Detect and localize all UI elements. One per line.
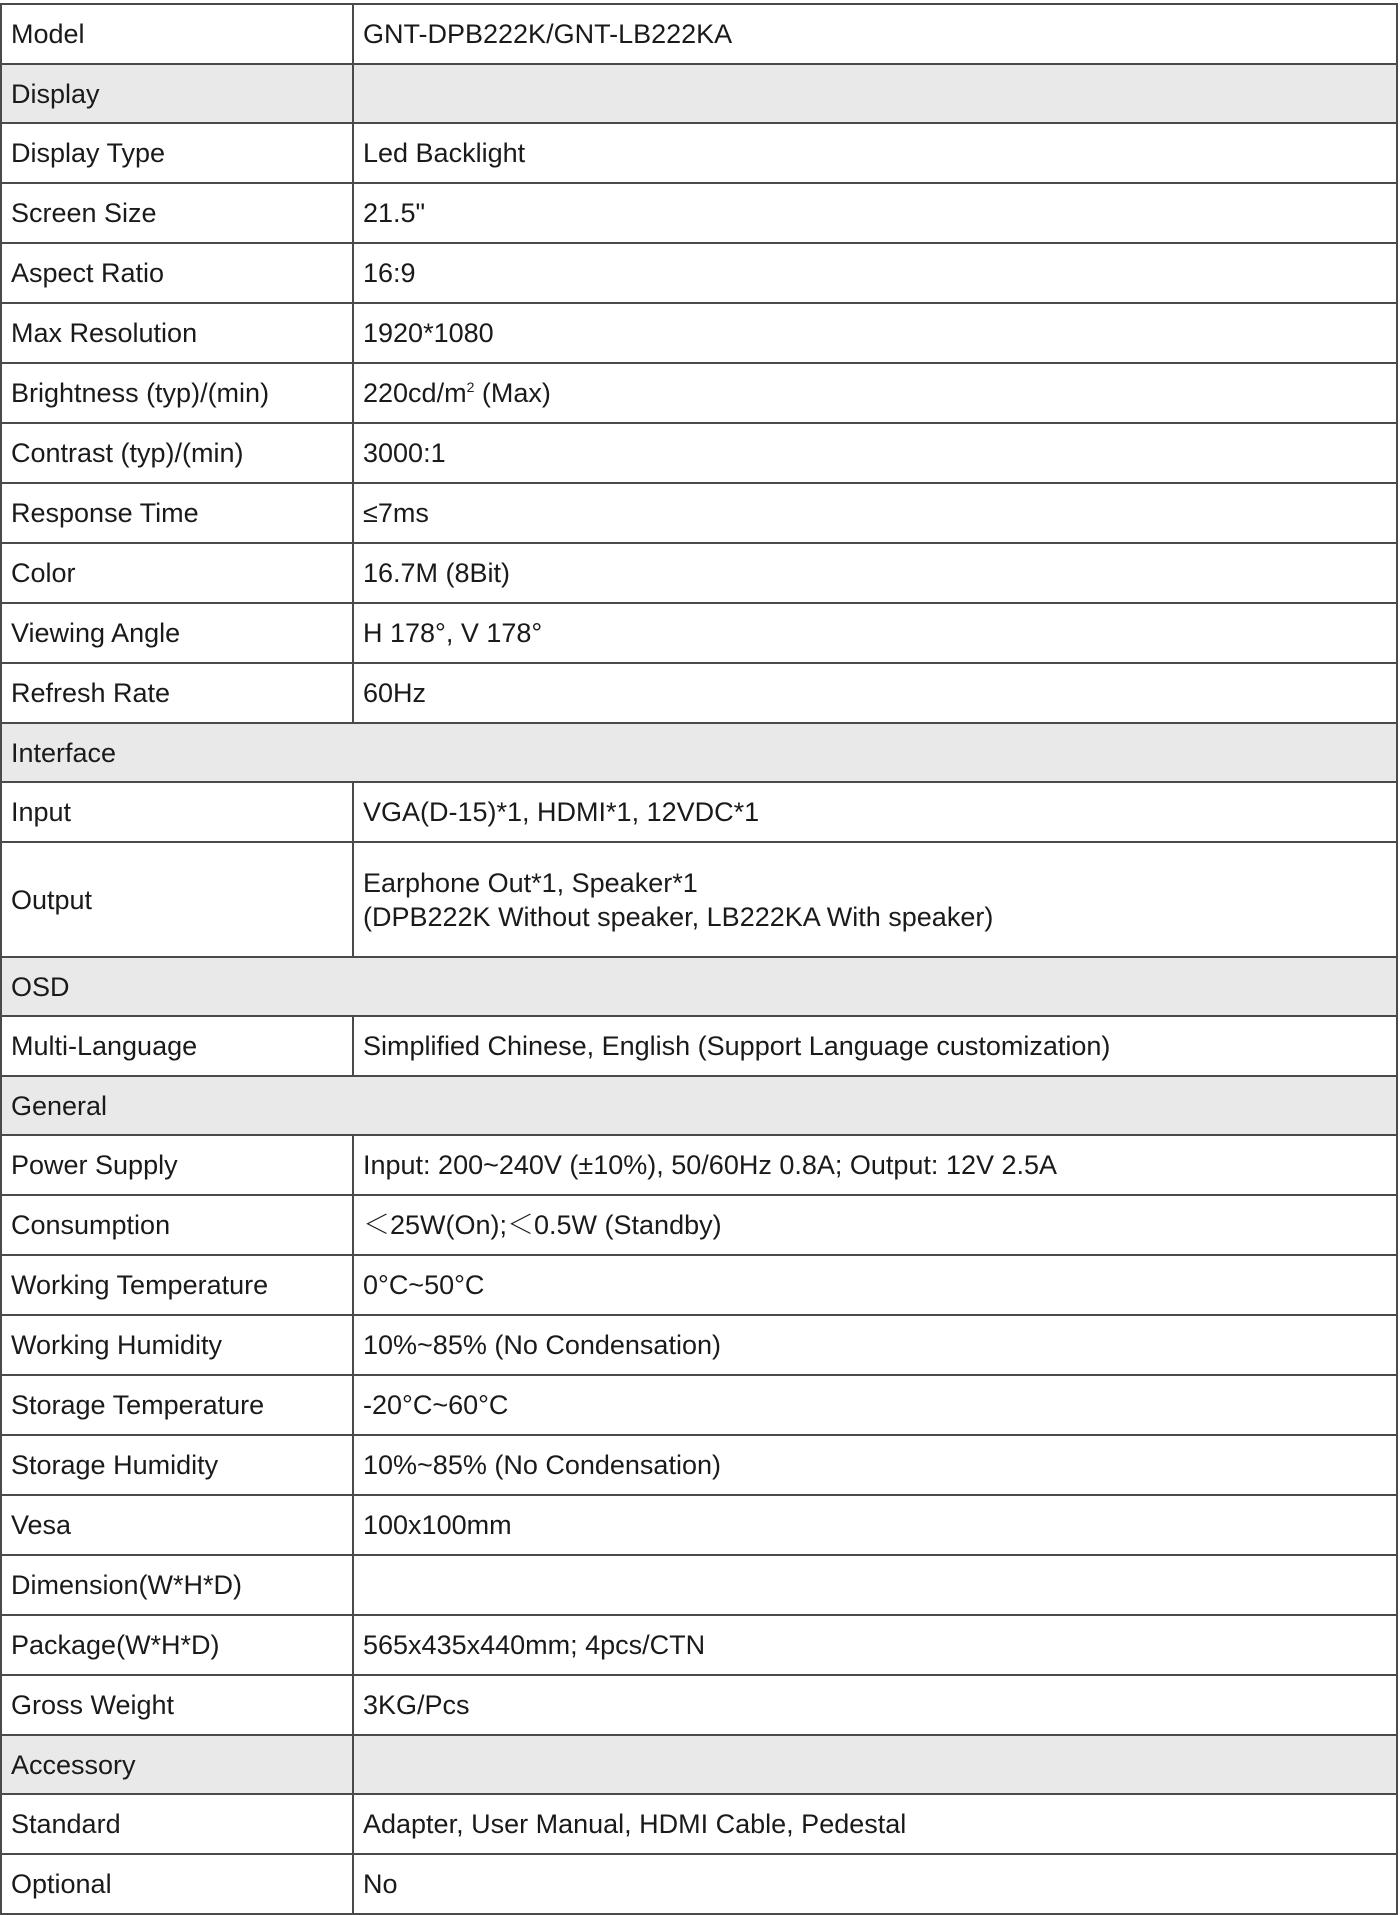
spec-table-body [1,4,1397,1914]
spec-row [1,842,1397,957]
spec-row [1,1794,1397,1854]
spec-row [1,782,1397,842]
section-title: Accessory [1,1735,353,1794]
spec-row [1,1495,1397,1555]
spec-label: Vesa [1,1495,353,1555]
spec-value-suffix: (Max) [474,378,551,408]
spec-label: Consumption [1,1195,353,1255]
spec-value: 100x100mm [353,1495,1397,1555]
spec-table [0,3,1398,1915]
spec-row [1,1375,1397,1435]
spec-label: Response Time [1,483,353,543]
spec-label: Refresh Rate [1,663,353,723]
spec-value: Input: 200~240V (±10%), 50/60Hz 0.8A; Output: 12V 2.5A [353,1135,1397,1195]
spec-value-main: 220cd/m [363,378,467,408]
spec-label: Viewing Angle [1,603,353,663]
section-title: General [1,1076,1397,1135]
spec-value: 1920*1080 [353,303,1397,363]
spec-label: Storage Temperature [1,1375,353,1435]
spec-value: GNT-DPB222K/GNT-LB222KA [353,4,1397,64]
spec-row [1,363,1397,423]
spec-value: Led Backlight [353,123,1397,183]
spec-label: Working Humidity [1,1315,353,1375]
section-header-row [1,1735,1397,1794]
spec-label: Working Temperature [1,1255,353,1315]
spec-label: Screen Size [1,183,353,243]
spec-value: -20°C~60°C [353,1375,1397,1435]
section-empty-cell [353,1735,1397,1794]
spec-value-line: (DPB222K Without speaker, LB222KA With speaker) [363,901,994,932]
spec-table-container [0,3,1397,1915]
spec-row [1,1255,1397,1315]
spec-value-superscript: 2 [466,379,475,395]
spec-label: Max Resolution [1,303,353,363]
spec-label: Output [1,842,353,957]
spec-value: 565x435x440mm; 4pcs/CTN [353,1615,1397,1675]
spec-value: 16:9 [353,243,1397,303]
spec-value: 3KG/Pcs [353,1675,1397,1735]
spec-value: 10%~85% (No Condensation) [353,1435,1397,1495]
spec-label: Color [1,543,353,603]
spec-row [1,1016,1397,1076]
spec-label: Aspect Ratio [1,243,353,303]
spec-value [353,363,1397,423]
spec-value [353,1555,1397,1615]
spec-value: VGA(D-15)*1, HDMI*1, 12VDC*1 [353,782,1397,842]
spec-row [1,123,1397,183]
spec-label: Storage Humidity [1,1435,353,1495]
spec-row [1,663,1397,723]
spec-value: 3000:1 [353,423,1397,483]
spec-row [1,483,1397,543]
spec-label: Input [1,782,353,842]
spec-row [1,4,1397,64]
spec-value: 10%~85% (No Condensation) [353,1315,1397,1375]
spec-value: ＜25W(On);＜0.5W (Standby) [353,1195,1397,1255]
section-title: Interface [1,723,1397,782]
spec-row [1,1615,1397,1675]
spec-label: Gross Weight [1,1675,353,1735]
spec-label: Model [1,4,353,64]
spec-label: Package(W*H*D) [1,1615,353,1675]
spec-value: H 178°, V 178° [353,603,1397,663]
spec-row [1,543,1397,603]
spec-value: ≤7ms [353,483,1397,543]
section-header-row [1,64,1397,123]
spec-value: 16.7M (8Bit) [353,543,1397,603]
spec-label: Multi-Language [1,1016,353,1076]
spec-row [1,1315,1397,1375]
section-header-row [1,723,1397,782]
spec-label: Optional [1,1854,353,1914]
spec-value-line: Earphone Out*1, Speaker*1 [363,867,698,898]
spec-value: Simplified Chinese, English (Support Language customization) [353,1016,1397,1076]
section-empty-cell [353,64,1397,123]
spec-label: Brightness (typ)/(min) [1,363,353,423]
spec-row [1,243,1397,303]
spec-row [1,303,1397,363]
spec-row [1,1555,1397,1615]
spec-value [353,842,1397,957]
spec-label: Standard [1,1794,353,1854]
spec-value: 60Hz [353,663,1397,723]
spec-row [1,1135,1397,1195]
spec-row [1,1435,1397,1495]
spec-label: Display Type [1,123,353,183]
spec-value: No [353,1854,1397,1914]
section-header-row [1,1076,1397,1135]
spec-value: 0°C~50°C [353,1255,1397,1315]
spec-row [1,1195,1397,1255]
section-header-row [1,957,1397,1016]
spec-row [1,1854,1397,1914]
section-title: OSD [1,957,1397,1016]
spec-value: 21.5" [353,183,1397,243]
spec-label: Contrast (typ)/(min) [1,423,353,483]
spec-row [1,1675,1397,1735]
spec-label: Dimension(W*H*D) [1,1555,353,1615]
spec-label: Power Supply [1,1135,353,1195]
spec-row [1,423,1397,483]
spec-row [1,183,1397,243]
section-title: Display [1,64,353,123]
spec-row [1,603,1397,663]
spec-value: Adapter, User Manual, HDMI Cable, Pedestal [353,1794,1397,1854]
